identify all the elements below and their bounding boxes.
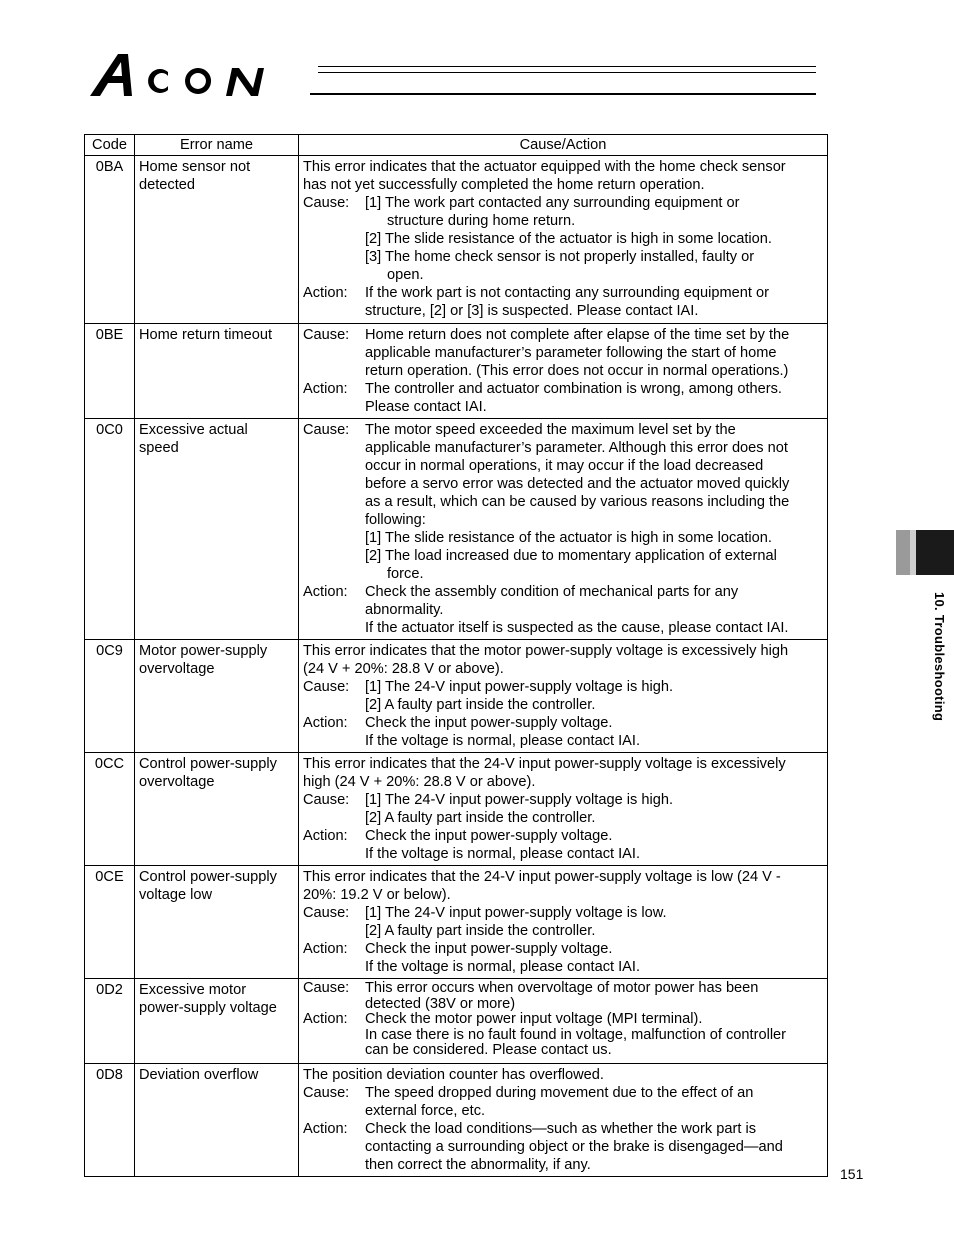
error-code: 0BA xyxy=(85,156,135,324)
cause-action xyxy=(299,979,828,1064)
chapter-side-label: 10. Troubleshooting xyxy=(932,592,947,722)
table-row xyxy=(85,640,828,753)
action-line: Check the load conditions—such as whether the work part is xyxy=(365,1121,756,1137)
cause-line: return operation. (This error does not occur in normal operations.) xyxy=(365,363,789,379)
cause-line: as a result, which can be caused by various reasons including the xyxy=(365,494,790,510)
intro-line: (24 V + 20%: 28.8 V or above). xyxy=(303,661,504,677)
error-name xyxy=(135,753,299,866)
error-name-line: Control power-supply xyxy=(139,756,277,772)
error-name-line: detected xyxy=(139,177,195,193)
cause-line: applicable manufacturer’s parameter. Although this error does not xyxy=(365,440,788,456)
action-label: Action: xyxy=(303,584,348,600)
action-line: Check the motor power input voltage (MPI terminal). xyxy=(365,1011,703,1027)
error-name-line: Home sensor not xyxy=(139,159,251,175)
intro-line: 20%: 19.2 V or below). xyxy=(303,887,451,903)
cause-line: [1] The work part contacted any surrounding equipment or xyxy=(365,195,740,211)
table-row xyxy=(85,156,828,324)
action-label: Action: xyxy=(303,1011,348,1027)
action-line: If the voltage is normal, please contact IAI. xyxy=(365,846,640,862)
error-name xyxy=(135,640,299,753)
error-name-line: speed xyxy=(139,440,179,456)
action-line: abnormality. xyxy=(365,602,444,618)
header-code: Code xyxy=(85,135,135,156)
error-name xyxy=(135,419,299,640)
header-cause-action: Cause/Action xyxy=(299,135,828,156)
acon-logo-mark xyxy=(88,50,310,98)
chapter-tab-dark xyxy=(916,530,954,575)
cause-line: [3] The home check sensor is not properly installed, faulty or xyxy=(365,249,755,265)
cause-line: applicable manufacturer’s parameter following the start of home xyxy=(365,345,777,361)
cause-line: [1] The 24-V input power-supply voltage is low. xyxy=(365,905,667,921)
header-error-name: Error name xyxy=(135,135,299,156)
cause-line: [2] The slide resistance of the actuator is high in some location. xyxy=(365,231,772,247)
action-line: then correct the abnormality, if any. xyxy=(365,1157,591,1173)
cause-line: The motor speed exceeded the maximum level set by the xyxy=(365,422,736,438)
action-line: If the work part is not contacting any surrounding equipment or xyxy=(365,285,769,301)
error-code: 0C0 xyxy=(85,419,135,640)
header-rule-top xyxy=(318,66,816,67)
intro-line: This error indicates that the 24-V input power-supply voltage is low (24 V - xyxy=(303,869,781,885)
action-line: If the voltage is normal, please contact IAI. xyxy=(365,959,640,975)
header-rule-bottom xyxy=(310,93,816,95)
cause-action xyxy=(299,419,828,640)
action-line: Check the assembly condition of mechanical parts for any xyxy=(365,584,739,600)
action-label: Action: xyxy=(303,715,348,731)
table-header-row xyxy=(85,135,828,156)
cause-line: detected (38V or more) xyxy=(365,995,516,1012)
cause-line: [2] The load increased due to momentary application of external xyxy=(365,548,777,564)
cause-label: Cause: xyxy=(303,905,350,921)
error-name-line: overvoltage xyxy=(139,661,215,677)
error-name-line: Excessive actual xyxy=(139,422,248,438)
cause-line: [2] A faulty part inside the controller. xyxy=(365,923,596,939)
action-label: Action: xyxy=(303,1121,348,1137)
action-line: Check the input power-supply voltage. xyxy=(365,941,613,957)
error-name xyxy=(135,1064,299,1177)
cause-line: [1] The slide resistance of the actuator is high in some location. xyxy=(365,530,772,546)
error-code: 0CE xyxy=(85,866,135,979)
error-code: 0CC xyxy=(85,753,135,866)
cause-line: The speed dropped during movement due to the effect of an xyxy=(365,1085,754,1101)
cause-action xyxy=(299,866,828,979)
action-label: Action: xyxy=(303,941,348,957)
intro-line: has not yet successfully completed the home return operation. xyxy=(303,177,705,193)
intro-line: This error indicates that the motor power-supply voltage is excessively high xyxy=(303,643,789,659)
table-row xyxy=(85,979,828,1064)
action-line: The controller and actuator combination is wrong, among others. xyxy=(365,381,782,397)
action-line: Please contact IAI. xyxy=(365,399,487,415)
action-line: Check the input power-supply voltage. xyxy=(365,828,613,844)
error-code-table xyxy=(84,134,828,1177)
action-line: If the actuator itself is suspected as the cause, please contact IAI. xyxy=(365,620,789,636)
intro-line: high (24 V + 20%: 28.8 V or above). xyxy=(303,774,536,790)
action-line: contacting a surrounding object or the brake is disengaged—and xyxy=(365,1139,783,1155)
cause-line: occur in normal operations, it may occur if the load decreased xyxy=(365,458,764,474)
action-line: can be considered. Please contact us. xyxy=(365,1042,612,1058)
cause-action xyxy=(299,324,828,419)
cause-line: structure during home return. xyxy=(387,213,576,229)
error-name xyxy=(135,979,299,1064)
cause-line: [1] The 24-V input power-supply voltage is high. xyxy=(365,679,674,695)
cause-line: external force, etc. xyxy=(365,1103,486,1119)
action-label: Action: xyxy=(303,381,348,397)
error-name-line: Motor power-supply xyxy=(139,643,268,659)
error-name-line: overvoltage xyxy=(139,774,215,790)
chapter-tab xyxy=(896,530,954,575)
action-line: If the voltage is normal, please contact IAI. xyxy=(365,733,640,749)
action-line: Check the input power-supply voltage. xyxy=(365,715,613,731)
cause-label: Cause: xyxy=(303,422,350,438)
table-row xyxy=(85,753,828,866)
cause-action xyxy=(299,156,828,324)
error-name-line: Deviation overflow xyxy=(139,1067,259,1083)
cause-label: Cause: xyxy=(303,980,350,996)
cause-label: Cause: xyxy=(303,327,350,343)
table-row xyxy=(85,419,828,640)
error-name xyxy=(135,156,299,324)
error-name-line: Home return timeout xyxy=(139,327,273,343)
cause-line: before a servo error was detected and the actuator moved quickly xyxy=(365,476,790,492)
intro-line: This error indicates that the actuator equipped with the home check sensor xyxy=(303,159,786,175)
page-number: 151 xyxy=(840,1166,864,1182)
cause-line: force. xyxy=(387,566,424,582)
table-row xyxy=(85,866,828,979)
acon-logo xyxy=(88,50,310,98)
cause-line: open. xyxy=(387,267,424,283)
intro-line: This error indicates that the 24-V input power-supply voltage is excessively xyxy=(303,756,786,772)
cause-line: [2] A faulty part inside the controller. xyxy=(365,810,596,826)
cause-action xyxy=(299,753,828,866)
error-name-line: power-supply voltage xyxy=(139,1000,277,1016)
error-code: 0D8 xyxy=(85,1064,135,1177)
action-label: Action: xyxy=(303,828,348,844)
chapter-tab-light xyxy=(896,530,910,575)
cause-label: Cause: xyxy=(303,1085,350,1101)
cause-label: Cause: xyxy=(303,792,350,808)
action-line: In case there is no fault found in voltage, malfunction of controller xyxy=(365,1026,787,1043)
header-rule-middle xyxy=(318,72,816,73)
cause-action xyxy=(299,640,828,753)
cause-line: [2] A faulty part inside the controller. xyxy=(365,697,596,713)
table-row xyxy=(85,324,828,419)
cause-line: [1] The 24-V input power-supply voltage is high. xyxy=(365,792,674,808)
table-row xyxy=(85,1064,828,1177)
cause-label: Cause: xyxy=(303,679,350,695)
action-label: Action: xyxy=(303,285,348,301)
error-name xyxy=(135,866,299,979)
error-name xyxy=(135,324,299,419)
error-name-line: Excessive motor xyxy=(139,982,247,998)
intro-line: The position deviation counter has overflowed. xyxy=(303,1067,604,1083)
error-code: 0D2 xyxy=(85,979,135,1064)
error-name-line: Control power-supply xyxy=(139,869,277,885)
cause-label: Cause: xyxy=(303,195,350,211)
action-line: structure, [2] or [3] is suspected. Please contact IAI. xyxy=(365,303,699,319)
cause-line: Home return does not complete after elapse of the time set by the xyxy=(365,327,790,343)
error-code: 0BE xyxy=(85,324,135,419)
cause-line: This error occurs when overvoltage of motor power has been xyxy=(365,980,759,996)
cause-line: following: xyxy=(365,512,426,528)
error-name-line: voltage low xyxy=(139,887,213,903)
cause-action xyxy=(299,1064,828,1177)
error-code: 0C9 xyxy=(85,640,135,753)
